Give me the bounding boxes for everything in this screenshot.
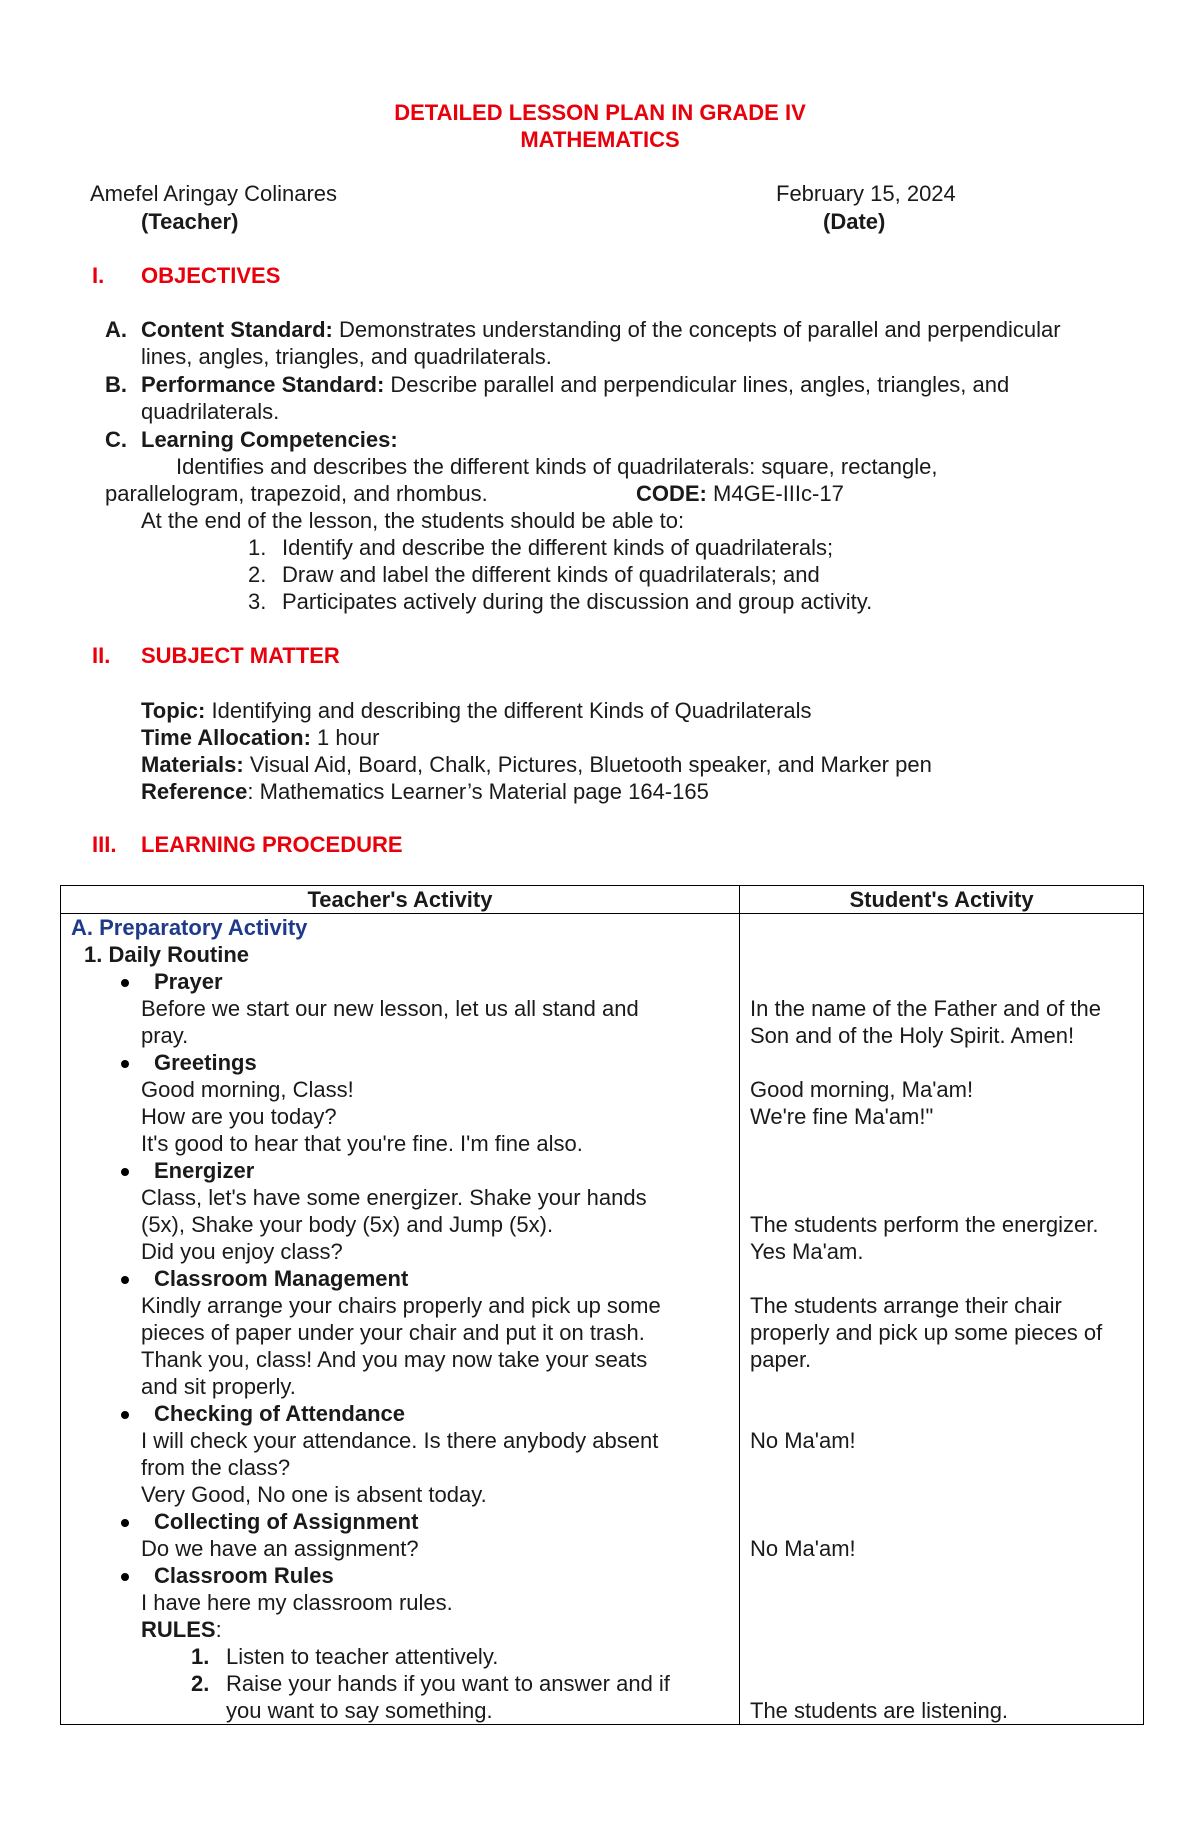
competencies-line1: Identifies and describes the different kinds of quadrilaterals: square, rectangle, xyxy=(176,454,938,479)
attendance-teacher-line2: from the class? xyxy=(141,1455,291,1480)
rule-1 xyxy=(61,1643,739,1670)
management-student-line1: The students arrange their chair xyxy=(750,1293,1062,1318)
date-label: (Date) xyxy=(823,209,886,234)
objective-item-1-text: Identify and describe the different kinds of quadrilaterals; xyxy=(282,535,834,560)
energizer-teacher-line3: Did you enjoy class? xyxy=(141,1239,343,1264)
greetings-teacher-line3: It's good to hear that you're fine. I'm fine also. xyxy=(141,1131,583,1156)
competencies-line2: parallelogram, trapezoid, and rhombus. xyxy=(105,481,488,506)
preparatory-activity-heading: A. Preparatory Activity xyxy=(71,915,308,940)
greetings-teacher-line1: Good morning, Class! xyxy=(141,1077,354,1102)
assignment-teacher-line1: Do we have an assignment? xyxy=(141,1536,419,1561)
rules-label-line xyxy=(61,1616,739,1643)
competencies-label: Learning Competencies: xyxy=(141,427,398,452)
performance-standard-label: Performance Standard: xyxy=(141,372,385,397)
procedure-heading: LEARNING PROCEDURE xyxy=(141,832,403,857)
rule-1-number: 1. xyxy=(191,1644,210,1669)
management-title: Classroom Management xyxy=(154,1266,409,1291)
bullet-icon xyxy=(121,1276,129,1284)
rules-colon: : xyxy=(215,1617,222,1642)
materials-value: Visual Aid, Board, Chalk, Pictures, Bluetooth speaker, and Marker pen xyxy=(249,752,932,777)
content-standard-letter: A. xyxy=(105,317,127,342)
objective-item-2-number: 2. xyxy=(248,562,267,587)
management-teacher-line1: Kindly arrange your chairs properly and pick up some xyxy=(141,1293,661,1318)
assignment-heading xyxy=(61,1508,739,1535)
greetings-teacher-line2: How are you today? xyxy=(141,1104,337,1129)
objective-item-3-text: Participates actively during the discussion and group activity. xyxy=(282,589,873,614)
subject-matter-numeral: II. xyxy=(92,643,111,668)
reference-value: : Mathematics Learner’s Material page 164-165 xyxy=(247,779,709,804)
objective-item-3-number: 3. xyxy=(248,589,267,614)
procedure-table xyxy=(60,885,1144,1725)
prayer-title: Prayer xyxy=(154,969,223,994)
attendance-teacher-line1: I will check your attendance. Is there anybody absent xyxy=(141,1428,659,1453)
content-standard-line2: lines, angles, triangles, and quadrilaterals. xyxy=(141,344,552,369)
energizer-teacher-line1: Class, let's have some energizer. Shake your hands xyxy=(141,1185,647,1210)
rules-title: Classroom Rules xyxy=(154,1563,334,1588)
materials xyxy=(141,751,932,778)
performance-standard-line1: Describe parallel and perpendicular lines, angles, triangles, and xyxy=(390,372,1010,397)
competencies-intro: At the end of the lesson, the students should be able to: xyxy=(141,508,685,533)
rules-label: RULES xyxy=(141,1617,216,1642)
time-value: 1 hour xyxy=(317,725,380,750)
bullet-icon xyxy=(121,1411,129,1419)
prayer-heading xyxy=(61,968,739,995)
subject-matter-heading: SUBJECT MATTER xyxy=(141,643,340,668)
objectives-heading: OBJECTIVES xyxy=(141,263,281,288)
objective-item-1-number: 1. xyxy=(248,535,267,560)
management-teacher-line3: Thank you, class! And you may now take your seats xyxy=(141,1347,648,1372)
rules-heading xyxy=(61,1562,739,1589)
bullet-icon xyxy=(121,1168,129,1176)
daily-routine-heading: 1. Daily Routine xyxy=(84,942,250,967)
bullet-icon xyxy=(121,1060,129,1068)
bullet-icon xyxy=(121,979,129,987)
rules-teacher-line1: I have here my classroom rules. xyxy=(141,1590,453,1615)
topic-value: Identifying and describing the different Kinds of Quadrilaterals xyxy=(211,698,812,723)
energizer-student-line2: Yes Ma'am. xyxy=(750,1239,864,1264)
bullet-icon xyxy=(121,1573,129,1581)
management-heading xyxy=(61,1265,739,1292)
greetings-title: Greetings xyxy=(154,1050,257,1075)
code-label: CODE: xyxy=(636,481,707,506)
code-value: M4GE-IIIc-17 xyxy=(713,481,844,506)
teacher-name: Amefel Aringay Colinares xyxy=(90,181,338,206)
objective-item-2-text: Draw and label the different kinds of quadrilaterals; and xyxy=(282,562,820,587)
management-teacher-line2: pieces of paper under your chair and put it on trash. xyxy=(141,1320,645,1345)
topic xyxy=(141,697,812,724)
competency-code xyxy=(636,480,844,507)
doc-title-line2: MATHEMATICS xyxy=(520,127,680,152)
energizer-teacher-line2: (5x), Shake your body (5x) and Jump (5x). xyxy=(141,1212,554,1237)
doc-title-line1: DETAILED LESSON PLAN IN GRADE IV xyxy=(394,100,806,125)
attendance-student-line1: No Ma'am! xyxy=(750,1428,856,1453)
energizer-student-line1: The students perform the energizer. xyxy=(750,1212,1099,1237)
energizer-heading xyxy=(61,1157,739,1184)
rule-2 xyxy=(61,1670,739,1697)
management-student-line3: paper. xyxy=(750,1347,812,1372)
greetings-student-line1: Good morning, Ma'am! xyxy=(750,1077,974,1102)
attendance-heading xyxy=(61,1400,739,1427)
teacher-label: (Teacher) xyxy=(141,209,239,234)
greetings-student-line2: We're fine Ma'am!" xyxy=(750,1104,934,1129)
bullet-icon xyxy=(121,1519,129,1527)
energizer-title: Energizer xyxy=(154,1158,255,1183)
competencies-letter: C. xyxy=(105,427,127,452)
performance-standard-line2: quadrilaterals. xyxy=(141,399,280,424)
prayer-student-line1: In the name of the Father and of the xyxy=(750,996,1102,1021)
objectives-numeral: I. xyxy=(92,263,105,288)
prayer-teacher-line2: pray. xyxy=(141,1023,189,1048)
materials-label: Materials: xyxy=(141,752,244,777)
rule-2-cont: you want to say something. xyxy=(226,1698,493,1723)
procedure-numeral: III. xyxy=(92,832,117,857)
performance-standard-letter: B. xyxy=(105,372,127,397)
content-standard-line1: Demonstrates understanding of the concepts of parallel and perpendicular xyxy=(339,317,1061,342)
assignment-title: Collecting of Assignment xyxy=(154,1509,419,1534)
content-standard-label: Content Standard: xyxy=(141,317,333,342)
teacher-activity-header: Teacher's Activity xyxy=(61,886,740,914)
attendance-teacher-line3: Very Good, No one is absent today. xyxy=(141,1482,487,1507)
reference-label: Reference xyxy=(141,779,248,804)
rule-2-number: 2. xyxy=(191,1671,210,1696)
date-value: February 15, 2024 xyxy=(776,181,956,206)
attendance-title: Checking of Attendance xyxy=(154,1401,405,1426)
greetings-heading xyxy=(61,1049,739,1076)
student-activity-header: Student's Activity xyxy=(740,886,1144,914)
student-activity-cell xyxy=(740,914,1144,1725)
rule-2-text-line1: Raise your hands if you want to answer and if xyxy=(226,1671,670,1696)
time-label: Time Allocation: xyxy=(141,725,311,750)
management-student-line2: properly and pick up some pieces of xyxy=(750,1320,1103,1345)
management-teacher-line4: and sit properly. xyxy=(141,1374,296,1399)
time-allocation xyxy=(141,724,379,751)
rules-student-line1: The students are listening. xyxy=(750,1698,1009,1723)
prayer-student-line2: Son and of the Holy Spirit. Amen! xyxy=(750,1023,1075,1048)
rule-1-text: Listen to teacher attentively. xyxy=(226,1644,499,1669)
assignment-student-line1: No Ma'am! xyxy=(750,1536,856,1561)
topic-label: Topic: xyxy=(141,698,206,723)
prayer-teacher-line1: Before we start our new lesson, let us all stand and xyxy=(141,996,639,1021)
teacher-activity-cell xyxy=(61,914,740,1725)
reference xyxy=(141,778,709,805)
